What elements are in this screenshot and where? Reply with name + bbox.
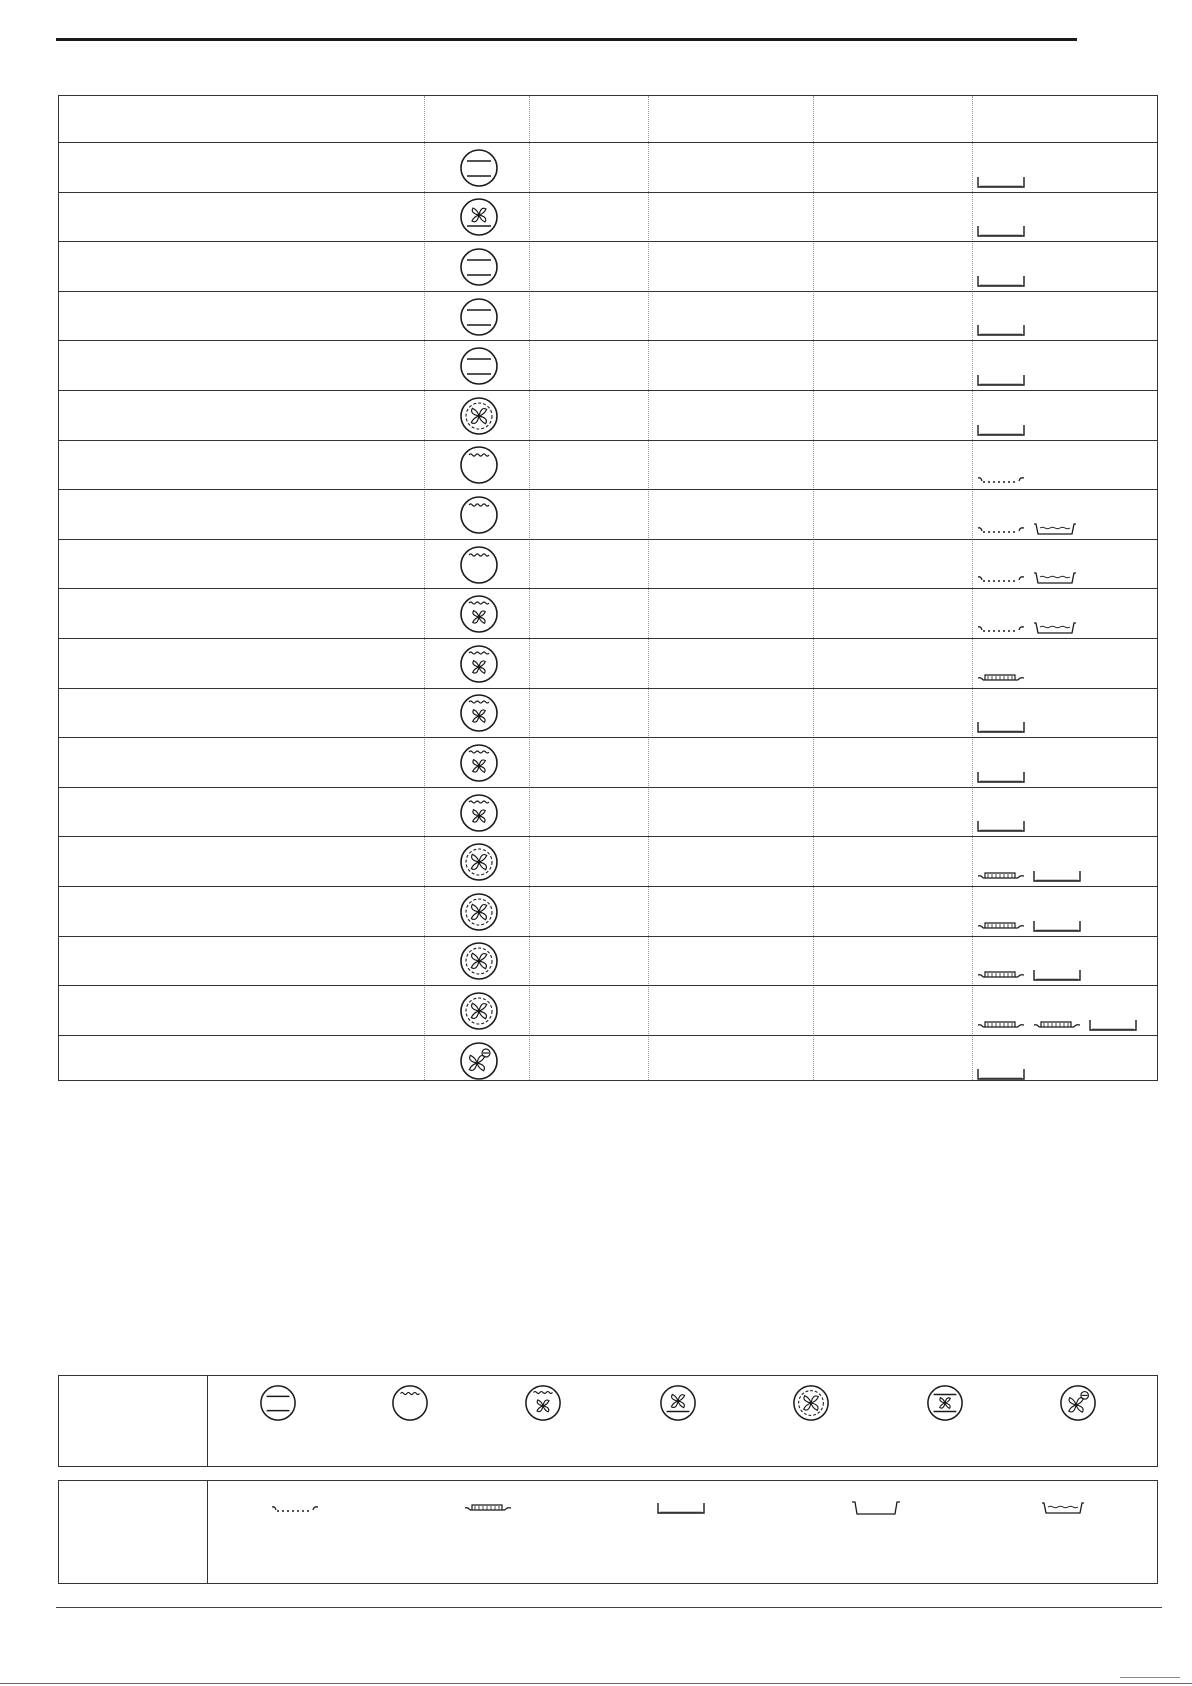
tray-icon (977, 720, 1025, 734)
legend-divider (207, 1481, 208, 1583)
table-row (59, 241, 1157, 291)
accessory-cell (977, 865, 1089, 885)
accessory-cell (977, 766, 1033, 786)
drip-pan-icon (1033, 621, 1077, 635)
table-row (59, 936, 1157, 986)
accessory-cell (977, 518, 1085, 538)
table-row (59, 192, 1157, 242)
shelf-icon (977, 472, 1025, 486)
page-edge-rule (0, 1683, 1192, 1684)
tray-icon (1033, 968, 1081, 982)
header-rule (56, 38, 1077, 41)
legend-tray-icon (657, 1501, 705, 1520)
top-bottom-icon (459, 297, 499, 337)
table-row (59, 588, 1157, 638)
legend-modes (58, 1375, 1158, 1467)
grill-icon (459, 545, 499, 585)
legend-grill-fan-icon (524, 1384, 562, 1427)
tray-icon (977, 819, 1025, 833)
table-row (59, 737, 1157, 787)
legend-accessories (58, 1480, 1158, 1584)
accessory-cell (977, 716, 1033, 736)
legend-divider (207, 1376, 208, 1466)
rack-icon (977, 671, 1025, 685)
tray-icon (1033, 919, 1081, 933)
legend-rack-icon (464, 1501, 512, 1520)
accessory-cell (977, 419, 1033, 439)
table-row (59, 489, 1157, 539)
table-row (59, 390, 1157, 440)
grill-fan-icon (459, 693, 499, 733)
rack-icon (977, 919, 1025, 933)
legend-fan-bottom-icon (659, 1384, 697, 1427)
legend-shelf-icon (271, 1501, 319, 1520)
drip-pan-icon (1033, 522, 1077, 536)
accessory-cell (977, 319, 1033, 339)
table-row (59, 340, 1157, 390)
rack-icon (977, 869, 1025, 883)
rack-icon (977, 1018, 1025, 1032)
table-row (59, 638, 1157, 688)
table-row (59, 440, 1157, 490)
fan-ring-icon (459, 396, 499, 436)
accessory-cell (977, 915, 1089, 935)
fan-ring-icon (459, 842, 499, 882)
fan-bottom-icon (459, 197, 499, 237)
accessory-cell (977, 567, 1085, 587)
table-row (59, 291, 1157, 341)
table-row (59, 688, 1157, 738)
accessory-cell (977, 270, 1033, 290)
table-row (59, 985, 1157, 1035)
fan-ring-icon (459, 941, 499, 981)
fan-ring-icon (459, 892, 499, 932)
top-bottom-icon (459, 247, 499, 287)
grill-icon (459, 495, 499, 535)
accessory-cell (977, 964, 1089, 984)
tray-icon (977, 423, 1025, 437)
grill-fan-icon (459, 743, 499, 783)
table-row (59, 142, 1157, 192)
table-row (59, 1035, 1157, 1085)
legend-drip-pan-icon (1041, 1501, 1085, 1520)
top-bottom-icon (459, 346, 499, 386)
tray-icon (1089, 1018, 1137, 1032)
footer-rule (56, 1607, 1162, 1608)
rack-icon (977, 968, 1025, 982)
accessory-cell (977, 468, 1033, 488)
legend-fan-defrost-icon (1059, 1384, 1097, 1427)
accessory-cell (977, 667, 1033, 687)
tray-icon (977, 323, 1025, 337)
accessory-cell (977, 171, 1033, 191)
legend-grill-icon (391, 1384, 429, 1427)
legend-fan-top-bottom-icon (926, 1384, 964, 1427)
accessory-cell (977, 617, 1085, 637)
cooking-table (58, 95, 1158, 1081)
grill-fan-icon (459, 594, 499, 634)
table-row (59, 886, 1157, 936)
shelf-icon (977, 522, 1025, 536)
grill-fan-icon (459, 793, 499, 833)
legend-top-bottom-icon (259, 1384, 297, 1427)
tray-icon (977, 274, 1025, 288)
tray-icon (977, 175, 1025, 189)
accessory-cell (977, 1063, 1033, 1083)
accessory-cell (977, 1014, 1145, 1034)
shelf-icon (977, 571, 1025, 585)
table-row (59, 787, 1157, 837)
accessory-cell (977, 220, 1033, 240)
tray-icon (977, 224, 1025, 238)
drip-pan-icon (1033, 571, 1077, 585)
accessory-cell (977, 815, 1033, 835)
fan-ring-icon (459, 991, 499, 1031)
legend-fan-ring-icon (792, 1384, 830, 1427)
grill-fan-icon (459, 644, 499, 684)
shelf-icon (977, 621, 1025, 635)
table-row (59, 539, 1157, 589)
fan-defrost-icon (459, 1041, 499, 1081)
tray-icon (977, 1067, 1025, 1081)
legend-deep-tray-icon (851, 1501, 901, 1520)
rack-icon (1033, 1018, 1081, 1032)
top-bottom-icon (459, 148, 499, 188)
tray-icon (977, 373, 1025, 387)
tray-icon (977, 770, 1025, 784)
grill-icon (459, 445, 499, 485)
accessory-cell (977, 369, 1033, 389)
tray-icon (1033, 869, 1081, 883)
table-row (59, 836, 1157, 886)
